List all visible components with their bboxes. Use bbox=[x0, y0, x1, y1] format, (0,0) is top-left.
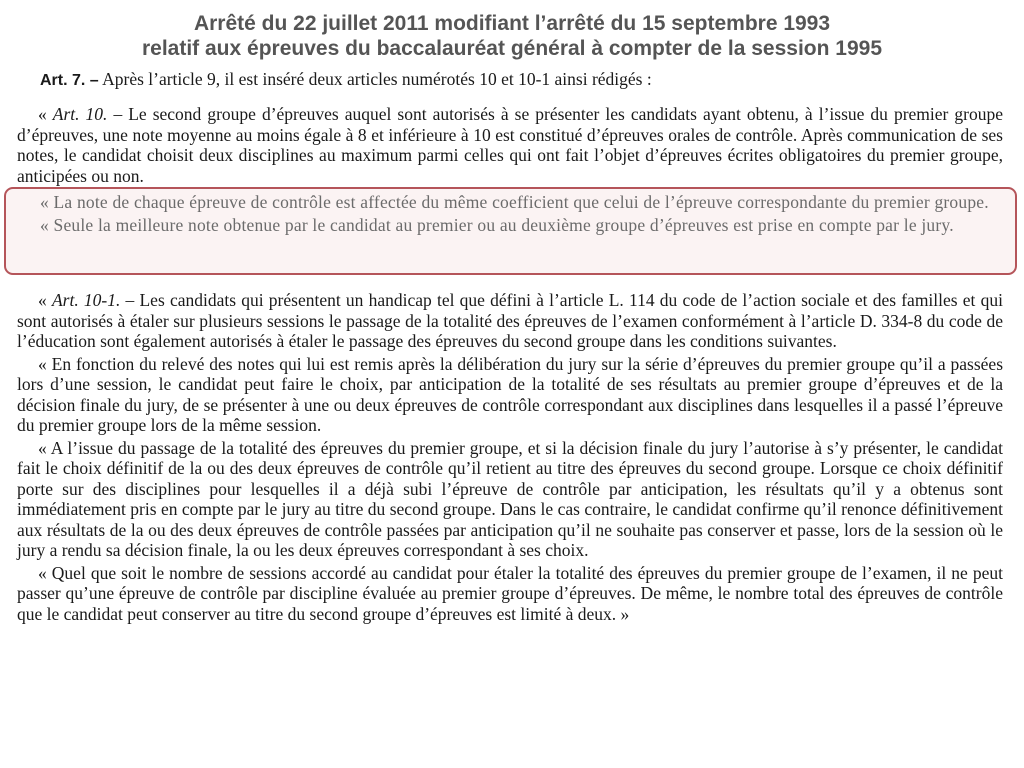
article-10-1-text: – Les candidats qui présentent un handicap tel que défini à l’article L. 114 du code de l’action sociale et des familles et qui sont autorisés à étaler sur plusieurs sessions le passage de la totalité des épreuves de l’examen conformément à l’article D. 334-8 du code de l’éducation sont également autorisés à étaler le passage des épreuves du second groupe dans les conditions suivantes. bbox=[17, 290, 1003, 351]
article-10-1-block bbox=[17, 290, 1003, 626]
title-line-2: relatif aux épreuves du baccalauréat général à compter de la session 1995 bbox=[141, 37, 882, 60]
title-line-1: Arrêté du 22 juillet 2011 modifiant l’arrêté du 15 septembre 1993 bbox=[193, 12, 831, 35]
article-10-text: – Le second groupe d’épreuves auquel sont autorisés à se présenter les candidats ayant obtenu, à l’issue du premier groupe d’épreuves, une note moyenne au moins égale à 8 et inférieure à 10 est constitué d’épreuves orales de contrôle. Après communication de ses notes, le candidat choisit deux disciplines au maximum parmi celles qui ont fait l’objet d’épreuves écrites obligatoires du premier groupe, anticipées ou non. bbox=[17, 104, 1003, 186]
article-10-label: Art. 10. bbox=[52, 104, 108, 124]
article-7-label: Art. 7. – bbox=[40, 72, 99, 89]
article-7-text: Après l’article 9, il est inséré deux articles numérotés 10 et 10-1 ainsi rédigés : bbox=[102, 69, 652, 89]
paragraph-choix-definitif: « A l’issue du passage de la totalité des épreuves du premier groupe, et si la décision finale du jury l’autorise à s’y présenter, le candidat fait le choix définitif de la ou des deux épreuves de contrôle qu’il retient au titre des épreuves du second groupe. Lorsque ce choix définitif porte sur des disciplines pour lesquelles il a déjà subi l’épreuve de contrôle par anticipation, les résultats qu’il y a obtenus sont immédiatement pris en compte par le jury au titre du second groupe. Dans le cas contraire, le candidat confirme qu’il renonce définitivement aux résultats de la ou des deux épreuves de contrôle passées par anticipation qu’il ne souhaite pas conserver et passe, lors de la session où le jury a rendu sa décision finale, la ou les deux épreuves correspondant à ses choix. bbox=[17, 437, 1003, 560]
highlighted-paragraph-2: « Seule la meilleure note obtenue par le candidat au premier ou au deuxième groupe d’épreuves est prise en compte par le jury. bbox=[40, 214, 954, 235]
article-10-paragraph bbox=[17, 104, 1003, 186]
article-10-1-label: Art. 10-1. bbox=[51, 290, 121, 310]
highlighted-paragraph-1: « La note de chaque épreuve de contrôle est affectée du même coefficient que celui de l’épreuve correspondante du premier groupe. bbox=[40, 192, 989, 212]
article-7-intro bbox=[40, 68, 652, 92]
highlighted-passage bbox=[19, 192, 1005, 237]
highlighted-passage-box bbox=[4, 187, 1017, 275]
paragraph-anticipation: « En fonction du relevé des notes qui lui est remis après la délibération du jury sur la série d’épreuves du premier groupe qu’il a passées lors d’une session, le candidat peut faire le choix, par anticipation de la totalité de ses résultats au premier groupe d’épreuves et de la décision finale du jury, de se présenter à une ou deux épreuves de contrôle correspondant aux disciplines dans lesquelles il a passé l’épreuve du premier groupe lors de la même session. bbox=[17, 353, 1003, 435]
paragraph-limite: « Quel que soit le nombre de sessions accordé au candidat pour étaler la totalité des épreuves du premier groupe de l’examen, il ne peut passer qu’une épreuve de contrôle par discipline évaluée au premier groupe d’épreuves. De même, le nombre total des épreuves de contrôle que le candidat peut conserver au titre du second groupe d’épreuves est limité à deux. » bbox=[17, 562, 1003, 624]
quote-open: « bbox=[38, 290, 52, 310]
quote-open: « bbox=[38, 104, 53, 124]
document-title bbox=[0, 11, 1024, 61]
article-10-block bbox=[17, 104, 1003, 188]
article-10-1-paragraph bbox=[17, 290, 1003, 352]
